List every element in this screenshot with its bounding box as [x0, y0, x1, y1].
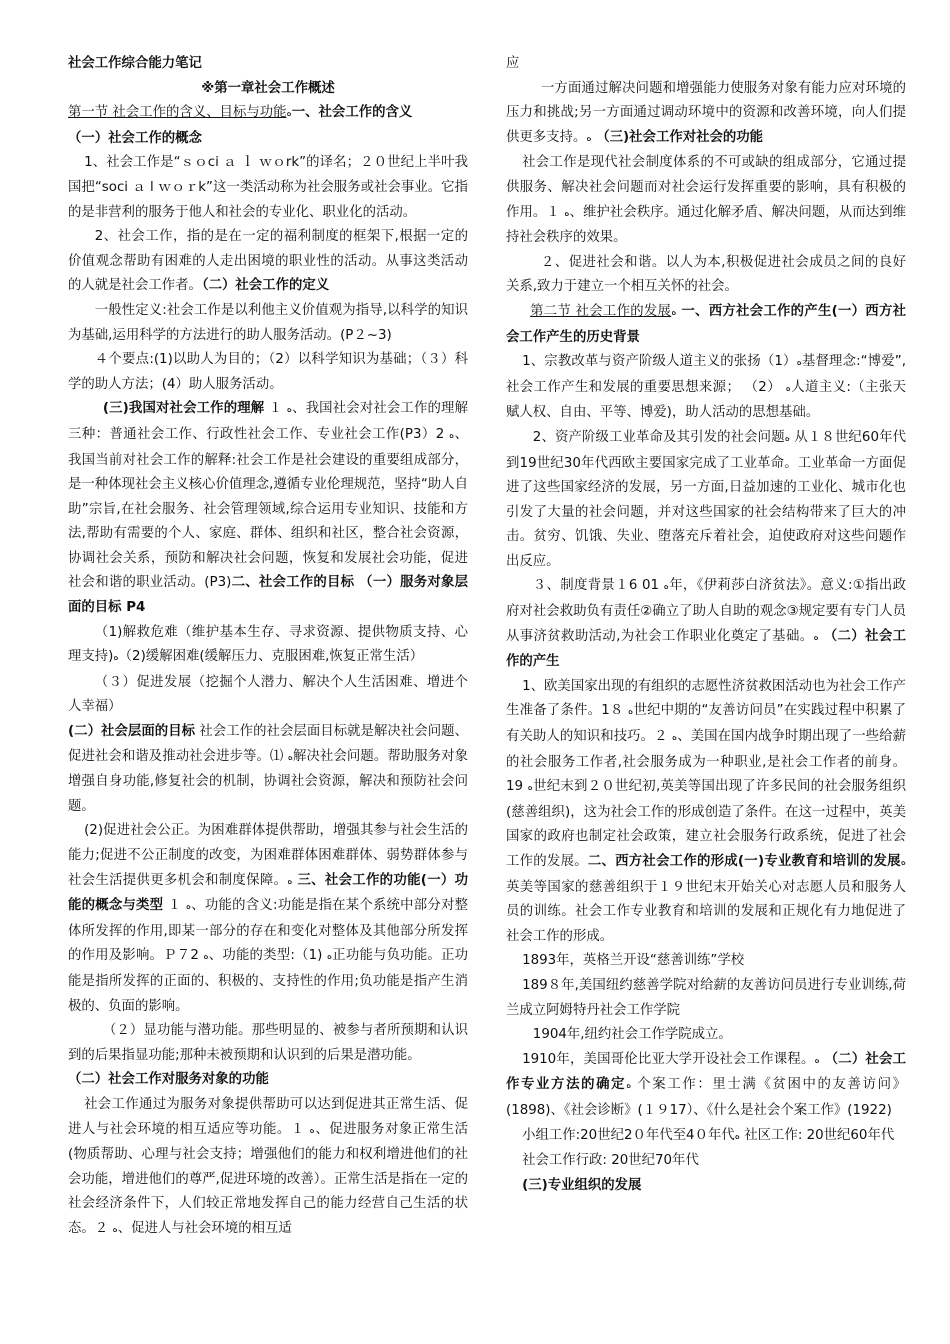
paragraph-text: 年，《伊莉莎白济贫法》。意义:①指出政府对社会救助负有责任②确立了助人自助的观念③规定要有专门人员从事济贫救助活动,为社会工作职业化奠定了基础。 [506, 578, 906, 644]
paragraph-text: 2、资产阶级工业革命及其引发的社会问题 [532, 429, 785, 445]
bullet-mark-icon: ه [900, 857, 906, 868]
bullet-mark-icon: ه [448, 429, 455, 441]
bullet-mark-icon: ه [286, 108, 292, 120]
chapter-title: ※第一章社会工作概述 [201, 80, 335, 96]
paragraph-text: (2)促进社会公正。为困难群体提供帮助，增强其参与社会生活的能力;促进不公正制度的改变，为困难群体困难群体、弱势群体参与社会生活提供更多机会和制度保障。 [68, 823, 468, 888]
bullet-mark-icon: ه [309, 1124, 315, 1136]
paragraph [506, 1048, 906, 1124]
paragraph-text: 1910年，美国哥伦比亚大学开设社会工作课程。 [522, 1051, 815, 1067]
paragraph-text: 小组工作:20世纪2０年代至4０年代 [522, 1127, 735, 1143]
paragraph [506, 574, 906, 674]
paragraph-text: 社会工作通过为服务对象提供帮助可以达到促进其正常生活、促进人与社会环境的相互适应等功能。１ [68, 1096, 468, 1137]
section-1-heading: 第一节 社会工作的含义、目标与功能 [68, 105, 287, 121]
bullet-mark-icon: ه [113, 652, 119, 664]
paragraph [68, 225, 468, 299]
paragraph: ２、促进社会和谐。以人为本,积极促进社会成员之间的良好关系,致力于建立一个相互关怀的社会。 [506, 254, 906, 295]
paragraph [506, 675, 906, 950]
subheading-west-origin: 一、西方社会工作的产生(一）西方社会工作产生的历史背景 [506, 303, 906, 345]
paragraph [68, 1093, 468, 1243]
paragraph [506, 426, 906, 575]
paragraph [68, 819, 468, 1019]
bullet-mark-icon: ه [796, 357, 802, 369]
paragraph-text: １ [167, 898, 186, 914]
subheading-concept: （一）社会工作的概念 [68, 130, 202, 146]
bullet-mark-icon: ه [286, 404, 292, 416]
paragraph-text: （2)缓解困难(缓解压力、克服困难,恢复正常生活） [118, 649, 424, 665]
paragraph [506, 151, 906, 250]
subheading-definition: （二）社会工作的定义 [201, 278, 330, 294]
paragraph: 应 [506, 56, 520, 71]
paragraph-text: 正功能与负功能。正功能是指所发挥的正面的、积极的、支持性的作用;负功能是指产生消极的、负面的影响。 [68, 948, 468, 1014]
bullet-mark-icon: ه [671, 732, 678, 744]
subheading-methods: （二）社会工作专业方法的确定 [506, 1051, 906, 1093]
bullet-mark-icon: ه [586, 132, 592, 144]
paragraph: 1、社会工作是“ｓｏci ａ ｌ ｗｏrk”的译名；２０世纪上半叶我国把“soci ａ l ｗｏｒk”这一类活动称为社会服务或社会事业。它指的是非营利的服务于他人和社会的专业化、职业化的活动。 [68, 155, 468, 220]
paragraph-text: 、我国当前对社会工作的解释:社会工作是社会建设的重要组成部分，是一种体现社会主义核心价值理念,遵循专业伦理规范，坚持“助人自助”宗旨,在社会服务、社会管理领域,综合运用专业知识、技能和方法,帮助有需要的个人、家庭、群体、组织和社区，整合社会资源，协调社会关系，预防和解决社会问题，恢复和发展社会功能，促进社会和谐的职业活动。(P3) [68, 426, 469, 591]
paragraph [68, 397, 468, 620]
subheading-emergence: （二）社会工作的产生 [506, 628, 906, 670]
paragraph-text: 世纪末到２０世纪初,英美等国出现了许多民间的社会服务组织(慈善组织)，这为社会工作的形成创造了条件。在这一过程中，英美国家的政府也制定社会政策，建立社会服务行政系统，促进了社会工作的发展。 [506, 779, 906, 869]
paragraph-text: 、促进服务对象正常生活(物质帮助、心理与社会支持；增强他们的能力和权利增进他们的社会功能，增进他们的尊严,促进环境的改善）。正常生活是指在一定的社会经济条件下，人们较正常地发挥自己的能力经营自己生活的状态。２ [68, 1121, 468, 1236]
paragraph-text: 1、宗教改革与资产阶级人道主义的张扬（1） [522, 354, 797, 370]
document-title: 社会工作综合能力笔记 [68, 56, 202, 71]
subheading-meaning: 一、社会工作的含义 [291, 105, 413, 121]
section-1-heading-line [68, 101, 468, 127]
paragraph: 一般性定义:社会工作是以利他主义价值观为指导,以科学的知识为基础,运用科学的方法进行的助人服务活动。(P２~3) [68, 302, 468, 343]
paragraph [506, 1124, 906, 1150]
bullet-mark-icon: ه [663, 581, 669, 593]
subheading-understanding: (三)我国对社会工作的理解 [102, 401, 265, 417]
subheading-functions: 三、社会工作的功能(一）功能的概念与类型 [68, 872, 469, 914]
paragraph-text: 、维护社会秩序。通过化解矛盾、解决问题，从而达到维持社会秩序的效果。 [506, 204, 906, 246]
paragraph: 社会工作行政: 20世纪70年代 [522, 1153, 699, 1169]
paragraph [506, 350, 906, 426]
paragraph-text: （1)解救危难（维护基本生存、寻求资源、提供物质支持、心理支持) [68, 624, 468, 665]
subheading-goals: 二、社会工作的目标 （一）服务对象层面的目标 P4 [68, 575, 468, 616]
paragraph-text: 从１８世纪60年代到19世纪30年代西欧主要国家完成了工业革命。工业革命一方面促进了这些国家经济的发展，另一方面,日益加速的工业化、城市化也引发了大量的社会问题，并对这些国家的社会结构带来了巨大的冲击。贫穷、饥饿、失业、堕落充斥着社会，迫使政府对这些问题作出反应。 [506, 429, 906, 569]
subheading-social-goal: (二）社会层面的目标 [68, 724, 196, 740]
paragraph-text: 基督理念:“博爱”,社会工作产生和发展的重要思想来源； （2） [506, 354, 906, 395]
paragraph-text: 、功能的含义:功能是指在某个系统中部分对整体所发挥的作用,即某一部分的存在和变化对整体及其他部分所发挥的作用及影响。Ｐ７2 [68, 898, 468, 964]
paragraph-text: 个案工作：里士满《贫困中的友善访问》(1898)、《社会诊断》(１９17）、《什么是社会个案工作》(1922) [506, 1077, 906, 1118]
paragraph-text: 一方面通过解决问题和增强能力使服务对象有能力应对环境的压力和挑战;另一方面通过调动环境中的资源和改善环境，向人们提供更多支持。 [506, 80, 906, 145]
bullet-mark-icon: ه [813, 631, 819, 643]
bullet-mark-icon: ه [734, 1130, 740, 1142]
subheading-client-function: （二）社会工作对服务对象的功能 [68, 1072, 269, 1088]
paragraph-text: 解决社会问题。帮助服务对象增强自身功能,修复社会的机制，协调社会资源，解决和预防社会问题。 [68, 748, 468, 814]
paragraph-text: 英美等国家的慈善组织于１９世纪末开始关心对志愿人员和服务人员的训练。社会工作专业教育和培训的发展和正规化有力地促进了社会工作的形成。 [506, 879, 906, 944]
paragraph: 1893年，英格兰开设“慈善训练”学校 [522, 953, 745, 969]
paragraph: 189８年,美国纽约慈善学院对给薪的友善访问员进行专业训练,荷兰成立阿姆特丹社会工作学院 [506, 977, 906, 1018]
bullet-mark-icon: ه [203, 951, 209, 963]
section-2-heading: 第二节 社会工作的发展 [530, 303, 672, 319]
bullet-mark-icon: ه [527, 782, 533, 794]
subheading-formation: 二、西方社会工作的形成(一)专业教育和培训的发展 [587, 854, 901, 869]
paragraph-text: 社会工作是现代社会制度体系的不可或缺的组成部分，它通过提供服务、解决社会问题而对社会运行发挥重要的影响，具有积极的作用。１ [506, 155, 906, 220]
paragraph: （３）促进发展（挖掘个人潜力、解决个人生活困难、增进个人幸福） [68, 674, 468, 715]
paragraph [506, 300, 906, 350]
left-column [68, 52, 468, 1243]
bullet-mark-icon: ه [785, 382, 791, 394]
paragraph-text: 、我国社会对社会工作的理解三种：普通社会工作、行政性社会工作、专业社会工作(P3）2 [68, 401, 468, 442]
paragraph-text: 人道主义:（主张天赋人权、自由、平等、博爱)，助人活动的思想基础。 [506, 379, 907, 421]
paragraph-text: 社区工作: 20世纪60年代 [740, 1127, 895, 1143]
paragraph [68, 621, 468, 671]
paragraph-text: 2、社会工作，指的是在一定的福利制度的框架下,根据一定的价值观念帮助有困难的人走出困境的职业性的活动。从事这类活动的人就是社会工作者。 [68, 229, 468, 294]
subheading-society-function: （三)社会工作对社会的功能 [591, 129, 764, 145]
paragraph-text: 、美国在国内战争时期出现了一些给薪的社会服务工作者,社会服务成为一种职业,是社会工作者的前身。19 [506, 729, 907, 795]
paragraph-text: 1、欧美国家出现的有组织的志愿性济贫救困活动也为社会工作产生准备了条件。1８ [506, 678, 906, 719]
paragraph [506, 77, 906, 152]
paragraph [68, 720, 468, 819]
paragraph-text: ３、制度背景１6 01 [532, 578, 664, 594]
paragraph-text: 、促进人与社会环境的相互适 [117, 1220, 292, 1236]
bullet-mark-icon: ه [784, 432, 790, 444]
bullet-mark-icon: ه [185, 901, 192, 913]
bullet-mark-icon: ه [326, 951, 333, 963]
subheading-organizations: (三)专业组织的发展 [522, 1177, 642, 1193]
paragraph-text: 世纪中期的“友善访问员”在实践过程中积累了有关助人的知识和技巧。２ [506, 703, 906, 745]
bullet-mark-icon: ه [814, 1054, 820, 1066]
bullet-mark-icon: ه [287, 875, 293, 887]
paragraph-text: １ [268, 401, 287, 417]
bullet-mark-icon: ه [287, 751, 293, 763]
paragraph: ４个要点:(1)以助人为目的；（2）以科学知识为基础；（３）科学的助人方法；(4）助人服务活动。 [68, 352, 468, 392]
paragraph: （２）显功能与潜功能。那些明显的、被参与者所预期和认识到的后果指显功能;那种未被预期和认识到的后果是潜功能。 [68, 1023, 468, 1063]
paragraph: 1904年,纽约社会工作学院成立。 [532, 1027, 732, 1043]
paragraph-text: 、功能的类型:（1) [208, 948, 327, 964]
bullet-mark-icon: ه [626, 1080, 632, 1092]
bullet-mark-icon: ه [112, 1223, 118, 1235]
bullet-mark-icon: ه [628, 706, 634, 718]
paragraph-text: 社会工作的社会层面目标就是解决社会问题、促进社会和谐及推动社会进步等。⑴ [68, 724, 468, 764]
bullet-mark-icon: ه [671, 306, 677, 318]
right-column [506, 52, 906, 1198]
bullet-mark-icon: ه [564, 207, 570, 219]
